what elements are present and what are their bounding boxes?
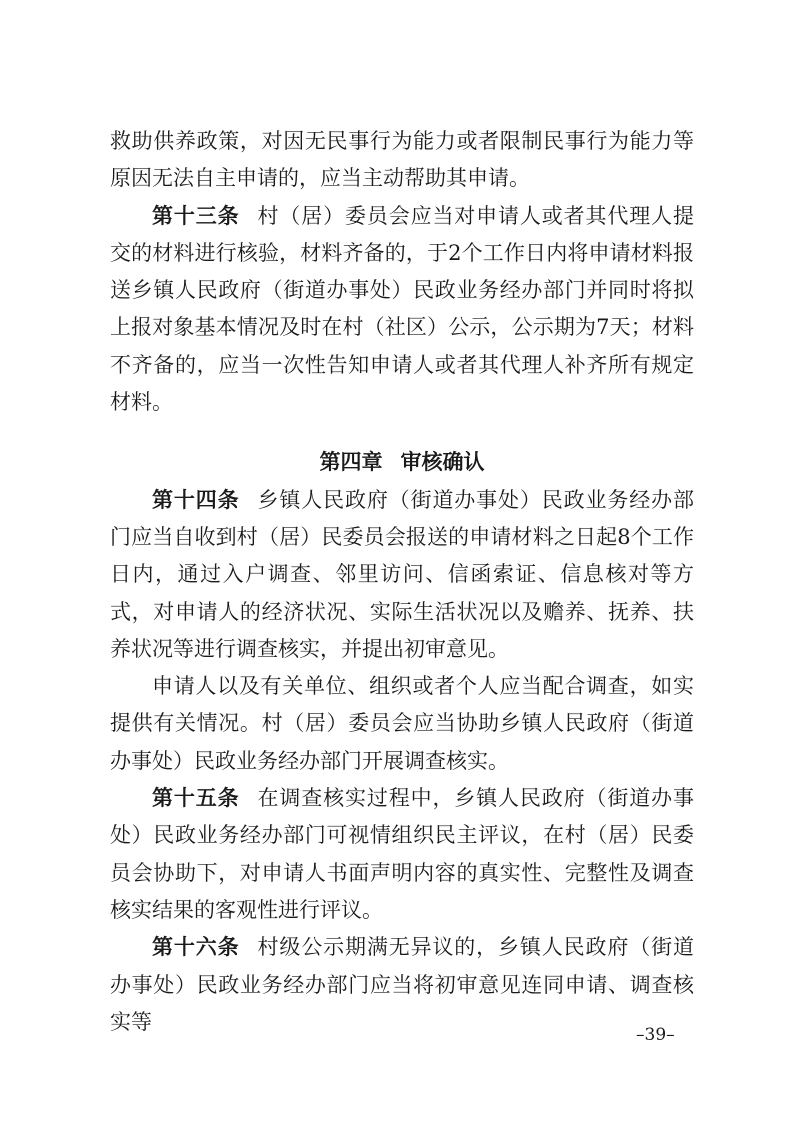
article-14 [110,482,694,668]
article-15-label: 第十五条 [152,786,240,811]
article-13 [110,198,694,422]
paragraph-continuation: 救助供养政策，对因无民事行为能力或者限制民事行为能力等原因无法自主申请的，应当主动帮助其申请。 [110,129,694,191]
chapter-number: 第四章 [319,450,383,475]
article-13-text: 村（居）委员会应当对申请人或者其代理人提交的材料进行核验，材料齐备的，于2个工作日内将申请材料报送乡镇人民政府（街道办事处）民政业务经办部门并同时将拟上报对象基本情况及时在村（社区）公示，公示期为7天；材料不齐备的，应当一次性告知申请人或者其代理人补齐所有规定材料。 [110,203,695,415]
document-body [110,123,694,1041]
article-15-text: 在调查核实过程中，乡镇人民政府（街道办事处）民政业务经办部门可视情组织民主评议，在村（居）民委员会协助下，对申请人书面声明内容的真实性、完整性及调查核实结果的客观性进行评议。 [110,786,695,922]
article-16 [110,929,694,1041]
article-14-text: 乡镇人民政府（街道办事处）民政业务经办部门应当自收到村（居）民委员会报送的申请材料之日起8个工作日内，通过入户调查、邻里访问、信函索证、信息核对等方式，对申请人的经济状况、实际生活状况以及赡养、抚养、扶养状况等进行调查核实，并提出初审意见。 [110,487,695,661]
page-number: –39– [636,1025,675,1045]
article-14-paragraph-2: 申请人以及有关单位、组织或者个人应当配合调查，如实提供有关情况。村（居）委员会应当协助乡镇人民政府（街道办事处）民政业务经办部门开展调查核实。 [110,674,694,773]
article-15 [110,780,694,929]
article-16-text: 村级公示期满无异议的，乡镇人民政府（街道办事处）民政业务经办部门应当将初审意见连同申请、调查核实等 [110,935,695,1034]
chapter-heading [110,444,694,481]
article-14-label: 第十四条 [152,487,240,512]
article-16-label: 第十六条 [152,935,240,960]
chapter-title: 审核确认 [400,450,485,475]
article-13-label: 第十三条 [152,203,240,228]
